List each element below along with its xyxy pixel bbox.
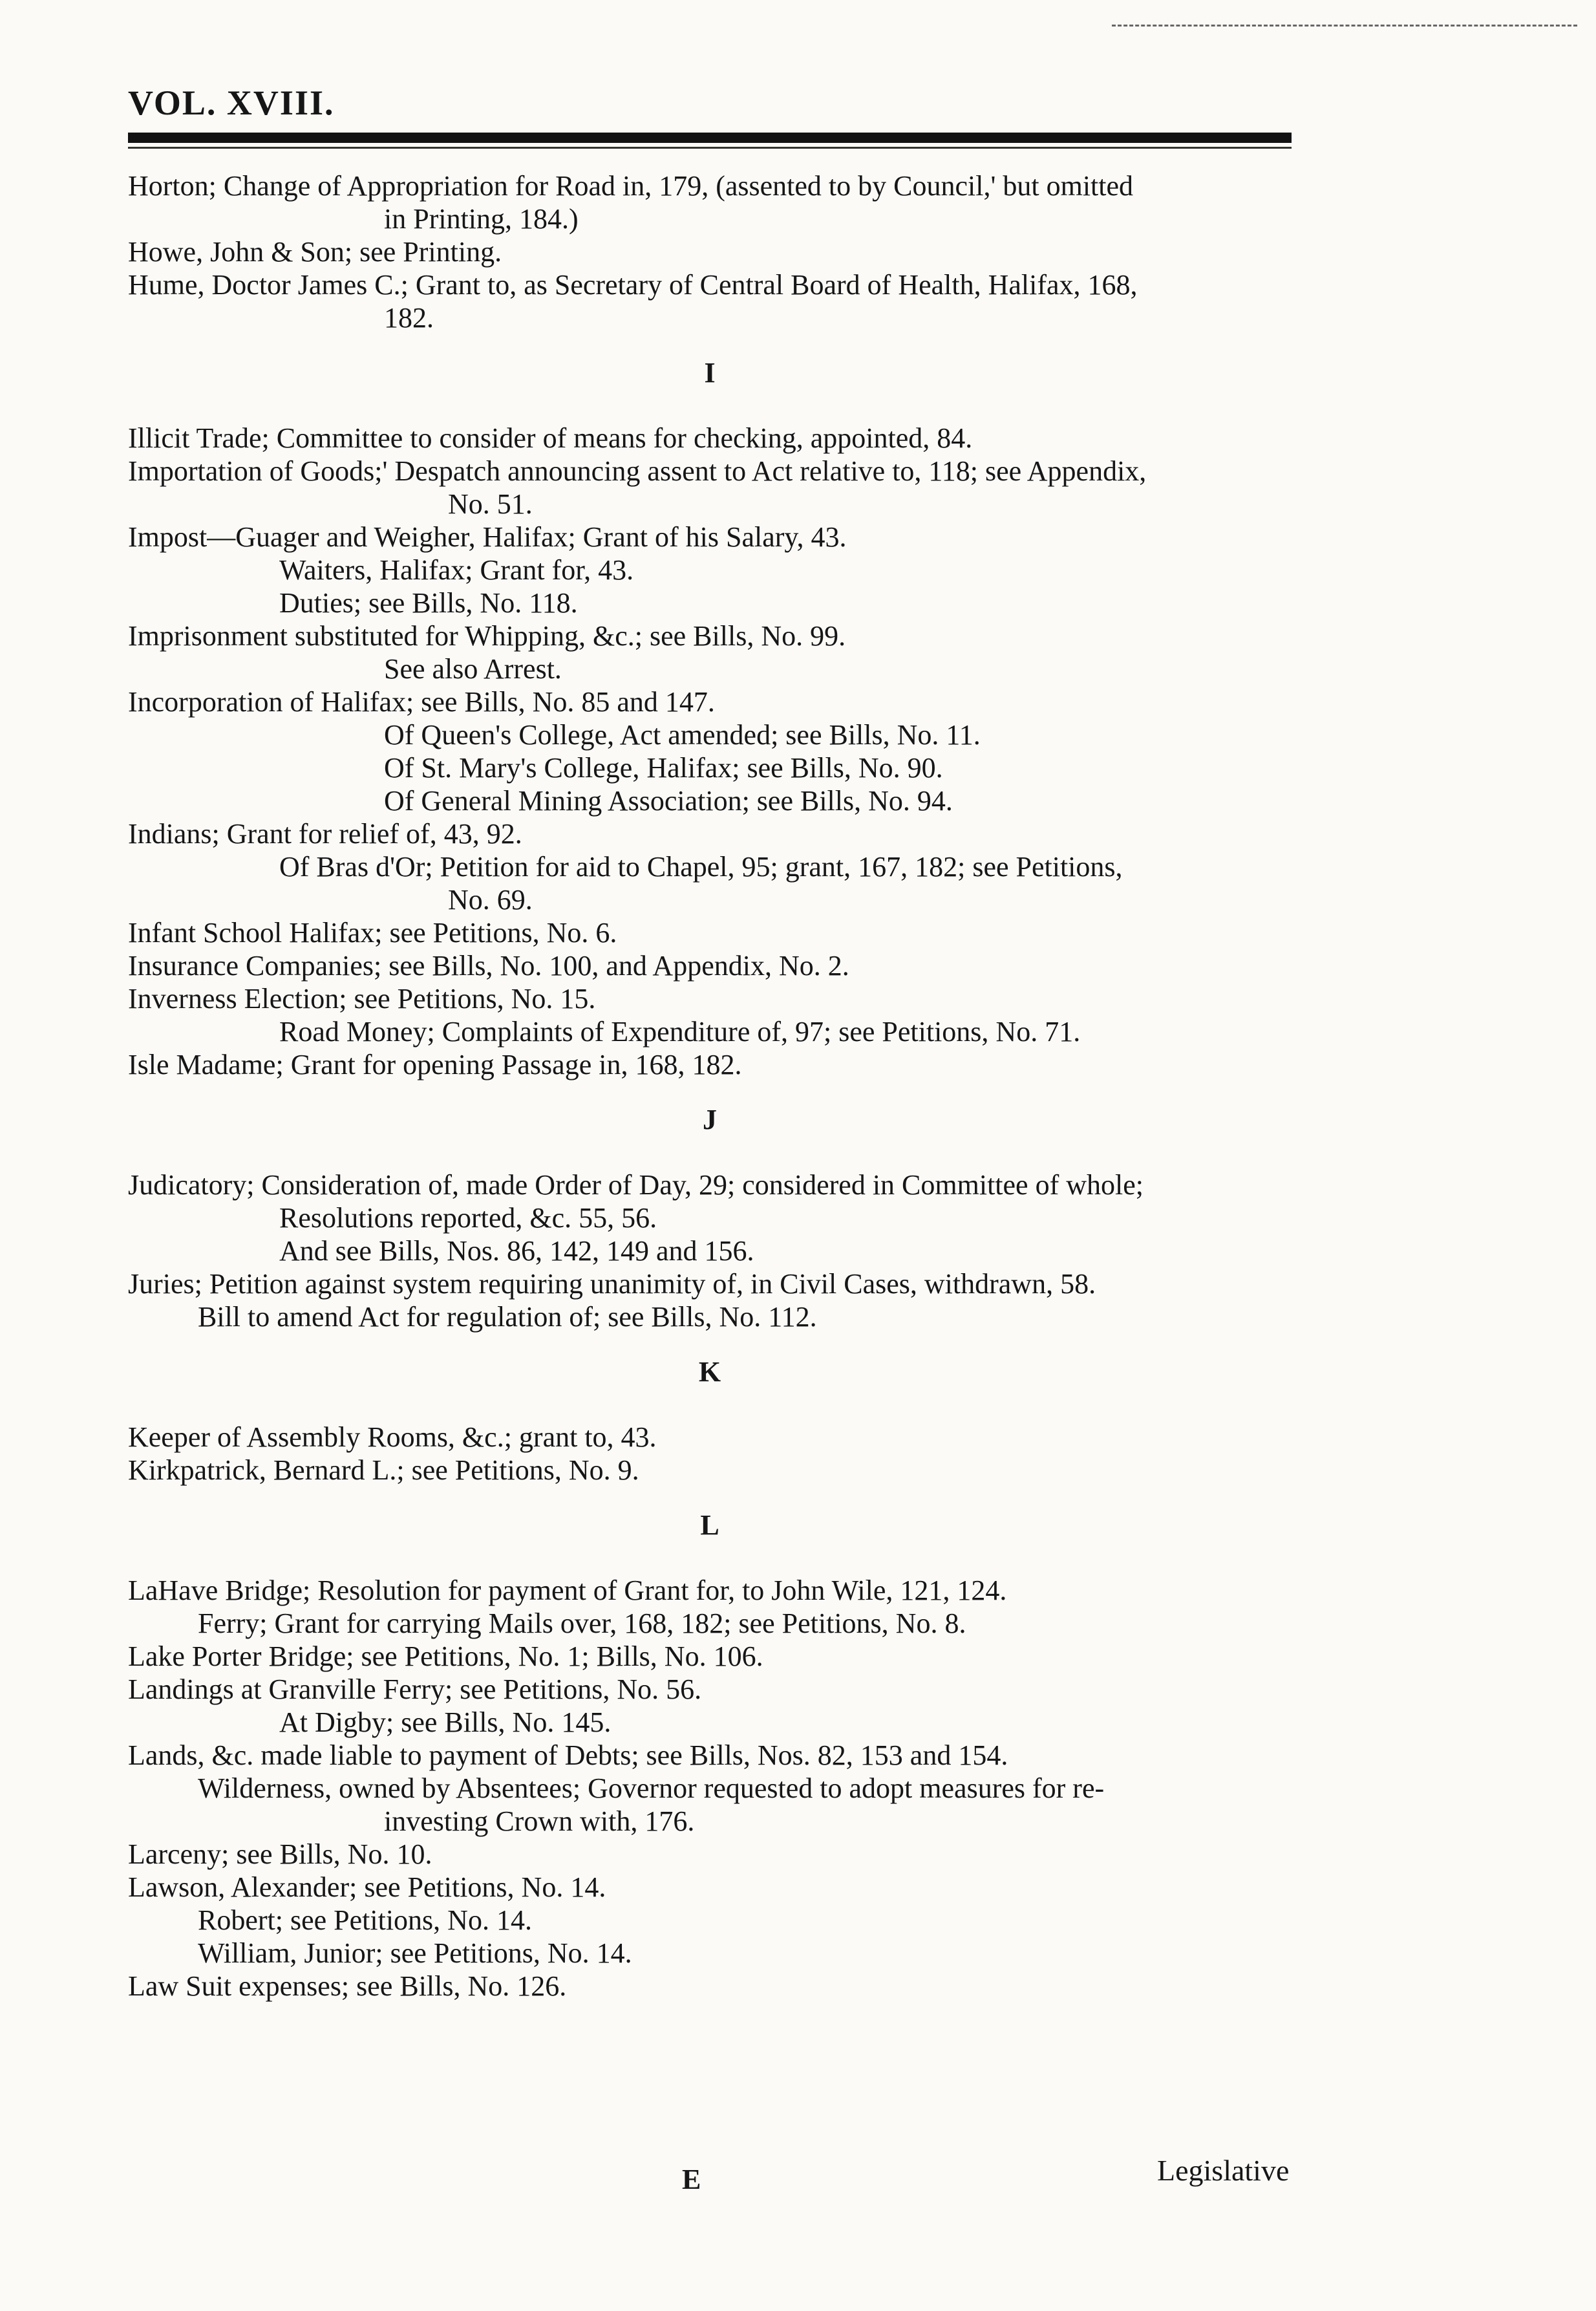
index-entries xyxy=(128,169,1317,2003)
index-subentry: Of Queen's College, Act amended; see Bills, No. 11. xyxy=(384,719,981,751)
index-subentry: Wilderness, owned by Absentees; Governor requested to adopt measures for re- xyxy=(198,1772,1105,1804)
index-entry: Hume, Doctor James C.; Grant to, as Secretary of Central Board of Health, Halifax, 168, xyxy=(128,269,1138,301)
index-entry: Infant School Halifax; see Petitions, No. 6. xyxy=(128,917,617,949)
index-subentry: in Printing, 184.) xyxy=(384,203,579,235)
header-thin-rule xyxy=(128,147,1292,149)
catchword: Legislative xyxy=(1157,2154,1290,2187)
index-subentry: At Digby; see Bills, No. 145. xyxy=(279,1706,612,1738)
index-entry: Judicatory; Consideration of, made Order of Day, 29; considered in Committee of whole; xyxy=(128,1169,1144,1201)
section-letter: L xyxy=(700,1509,719,1541)
index-entry: Kirkpatrick, Bernard L.; see Petitions, No. 9. xyxy=(128,1454,639,1486)
index-entry: Keeper of Assembly Rooms, &c.; grant to, 43. xyxy=(128,1421,657,1453)
index-entry: Imprisonment substituted for Whipping, &c.; see Bills, No. 99. xyxy=(128,620,846,652)
index-entry: Lawson, Alexander; see Petitions, No. 14. xyxy=(128,1871,606,1903)
index-subentry: Resolutions reported, &c. 55, 56. xyxy=(279,1202,657,1234)
header-thick-rule xyxy=(128,133,1292,143)
index-subentry: Robert; see Petitions, No. 14. xyxy=(198,1904,532,1936)
index-entry: Howe, John & Son; see Printing. xyxy=(128,236,502,268)
index-entry: Law Suit expenses; see Bills, No. 126. xyxy=(128,1970,567,2002)
index-entry: Juries; Petition against system requiring unanimity of, in Civil Cases, withdrawn, 58. xyxy=(128,1268,1096,1300)
index-entry: LaHave Bridge; Resolution for payment of Grant for, to John Wile, 121, 124. xyxy=(128,1575,1007,1606)
index-subentry: No. 51. xyxy=(448,488,533,520)
index-entry: Isle Madame; Grant for opening Passage in, 168, 182. xyxy=(128,1049,742,1080)
index-entry: Importation of Goods;' Despatch announcing assent to Act relative to, 118; see Appendix, xyxy=(128,455,1147,487)
index-entry: Lake Porter Bridge; see Petitions, No. 1; Bills, No. 106. xyxy=(128,1640,763,1672)
section-letter: I xyxy=(704,357,716,389)
index-subentry: William, Junior; see Petitions, No. 14. xyxy=(198,1937,632,1969)
index-subentry: Bill to amend Act for regulation of; see Bills, No. 112. xyxy=(198,1301,817,1333)
index-entry: Lands, &c. made liable to payment of Debts; see Bills, Nos. 82, 153 and 154. xyxy=(128,1739,1008,1771)
index-subentry: Ferry; Grant for carrying Mails over, 168, 182; see Petitions, No. 8. xyxy=(198,1607,966,1639)
index-subentry: Duties; see Bills, No. 118. xyxy=(279,587,578,619)
volume-header: VOL. XVIII. xyxy=(128,83,335,122)
index-subentry: Waiters, Halifax; Grant for, 43. xyxy=(279,554,634,586)
index-entry: Landings at Granville Ferry; see Petitions, No. 56. xyxy=(128,1673,702,1705)
index-subentry: Of General Mining Association; see Bills, No. 94. xyxy=(384,785,953,817)
index-subentry: No. 69. xyxy=(448,884,533,916)
top-dashed-rule xyxy=(1112,25,1577,27)
index-entry: Larceny; see Bills, No. 10. xyxy=(128,1838,432,1870)
index-entry: Inverness Election; see Petitions, No. 15. xyxy=(128,983,596,1015)
index-entry: Insurance Companies; see Bills, No. 100, and Appendix, No. 2. xyxy=(128,950,849,982)
section-letter: K xyxy=(698,1356,721,1388)
index-entry: Indians; Grant for relief of, 43, 92. xyxy=(128,818,522,850)
section-letter: J xyxy=(703,1104,717,1135)
index-subentry: And see Bills, Nos. 86, 142, 149 and 156. xyxy=(279,1235,754,1267)
index-subentry: Road Money; Complaints of Expenditure of, 97; see Petitions, No. 71. xyxy=(279,1016,1081,1048)
index-subentry: 182. xyxy=(384,302,434,334)
signature-mark: E xyxy=(682,2164,701,2195)
index-entry: Impost—Guager and Weigher, Halifax; Grant of his Salary, 43. xyxy=(128,521,847,553)
index-entry: Incorporation of Halifax; see Bills, No. 85 and 147. xyxy=(128,686,715,718)
index-subentry: See also Arrest. xyxy=(384,653,562,685)
index-subentry: investing Crown with, 176. xyxy=(384,1805,695,1837)
index-entry: Horton; Change of Appropriation for Road in, 179, (assented to by Council,' but omitted xyxy=(128,170,1134,202)
index-entry: Illicit Trade; Committee to consider of means for checking, appointed, 84. xyxy=(128,422,973,454)
index-subentry: Of St. Mary's College, Halifax; see Bills, No. 90. xyxy=(384,752,943,784)
index-subentry: Of Bras d'Or; Petition for aid to Chapel, 95; grant, 167, 182; see Petitions, xyxy=(279,851,1123,883)
